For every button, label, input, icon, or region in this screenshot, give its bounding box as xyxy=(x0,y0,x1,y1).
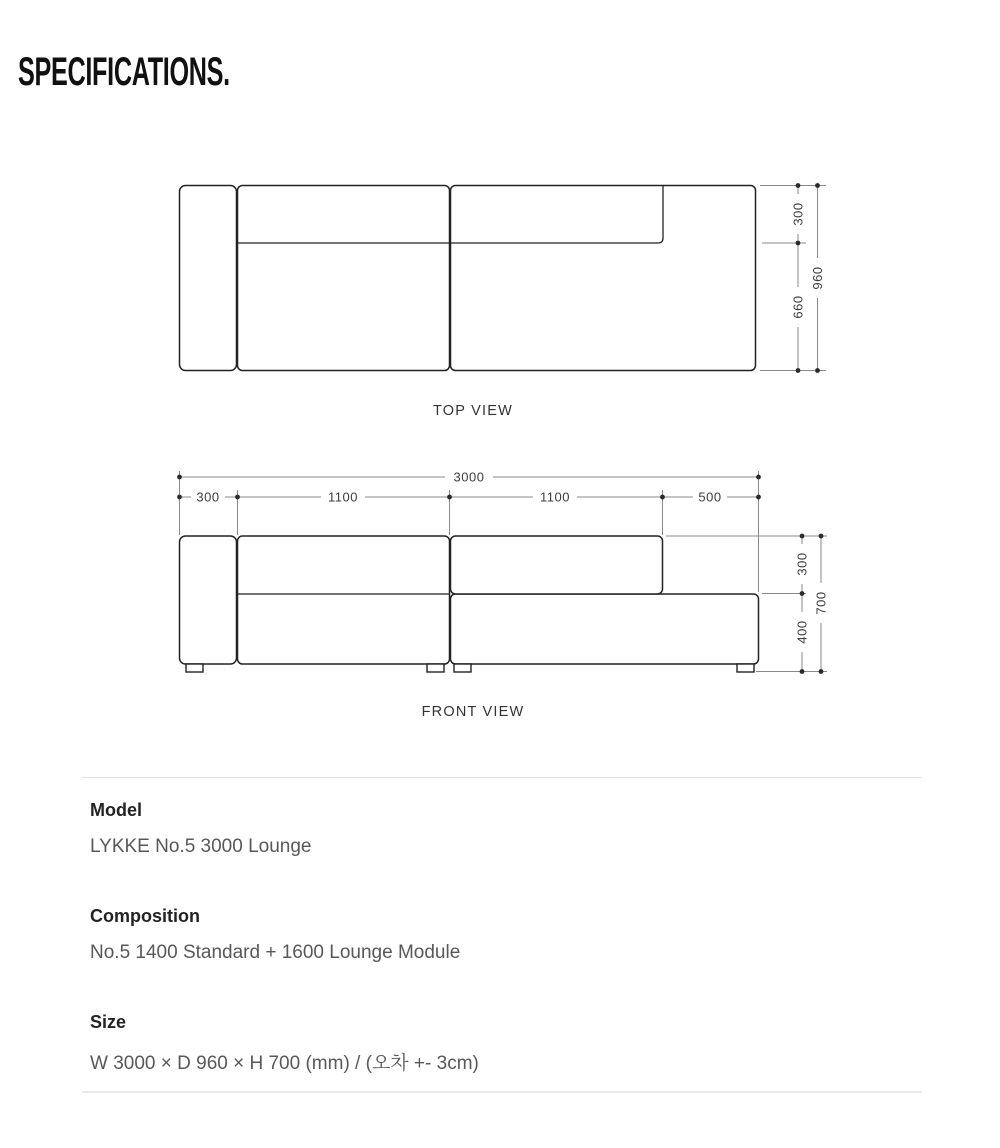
front-foot-4 xyxy=(737,664,754,672)
top-dim-total-depth: 960 xyxy=(810,266,826,290)
top-armrest xyxy=(180,186,237,371)
front-foot-3 xyxy=(454,664,471,672)
front-view-label: FRONT VIEW xyxy=(421,704,525,720)
front-view-drawing xyxy=(177,469,829,674)
front-dim-module2-width: 1100 xyxy=(540,489,570,505)
spec-model-label: Model xyxy=(90,800,142,820)
front-dim-arm-width: 300 xyxy=(196,489,220,505)
front-lounge-seat xyxy=(451,594,759,664)
front-armrest xyxy=(180,536,237,664)
divider-top xyxy=(82,777,922,778)
front-module1 xyxy=(238,536,450,664)
top-view-label: TOP VIEW xyxy=(433,403,513,419)
top-dim-seat-depth: 660 xyxy=(790,295,806,319)
top-view-drawing xyxy=(180,183,827,373)
front-foot-2 xyxy=(427,664,444,672)
page-title: SPECIFICATIONS. xyxy=(18,50,230,94)
front-dim-total-width: 3000 xyxy=(453,469,485,485)
front-dim-total-height: 700 xyxy=(813,591,829,615)
top-dim-back-depth: 300 xyxy=(790,202,806,226)
front-dim-module1-width: 1100 xyxy=(328,489,358,505)
spec-size-label: Size xyxy=(90,1012,127,1032)
top-module2 xyxy=(451,186,756,371)
front-module2-backrest xyxy=(451,536,663,594)
front-dim-back-height: 300 xyxy=(794,552,810,576)
divider-bottom xyxy=(82,1091,922,1093)
spec-composition-value: No.5 1400 Standard + 1600 Lounge Module xyxy=(90,942,461,963)
top-module1 xyxy=(238,186,450,371)
spec-size-value: W 3000 × D 960 × H 700 (mm) / (오차 +- 3cm) xyxy=(90,1053,479,1074)
front-foot-1 xyxy=(186,664,203,672)
front-dim-lounge-width: 500 xyxy=(698,489,722,505)
spec-model-value: LYKKE No.5 3000 Lounge xyxy=(90,836,312,857)
spec-composition-label: Composition xyxy=(90,906,200,926)
front-dim-seat-height: 400 xyxy=(794,620,810,644)
